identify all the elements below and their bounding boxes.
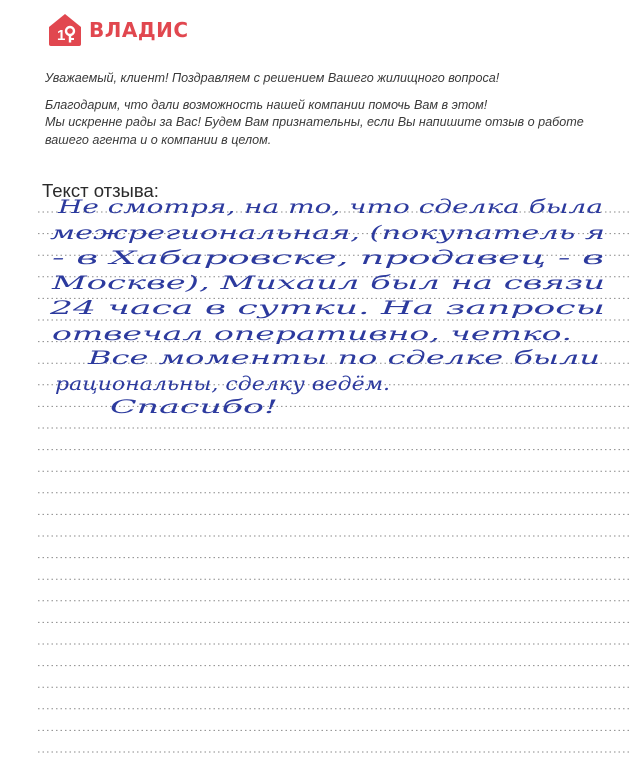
thanks-line-3: вашего агента и о компании в целом. bbox=[45, 132, 272, 147]
greeting-text: Уважаемый, клиент! Поздравляем с решением Вашего жилищного вопроса! bbox=[45, 71, 500, 85]
logo-icon-digit: 1 bbox=[57, 27, 66, 44]
handwritten-line: отвечал оперативно, четко. bbox=[52, 323, 572, 345]
handwritten-line: межрегиональная, (покупатель я bbox=[50, 222, 605, 244]
brand-name: ВЛАДИС bbox=[89, 18, 189, 42]
handwritten-line: Спасибо! bbox=[110, 396, 278, 418]
handwritten-line: рациональны, сделку ведём. bbox=[55, 373, 390, 395]
handwritten-line: Все моменты по сделке были bbox=[86, 347, 601, 369]
review-label: Текст отзыва: bbox=[42, 180, 159, 201]
handwritten-line: Москве), Михаил был на связи bbox=[50, 272, 606, 294]
handwritten-line: - в Хабаровске, продавец - в bbox=[52, 247, 604, 269]
thanks-line-1: Благодарим, что дали возможность нашей компании помочь Вам в этом! bbox=[45, 97, 488, 112]
thanks-line-2: Мы искренне рады за Вас! Будем Вам признательны, если Вы напишите отзыв о работе bbox=[45, 115, 584, 129]
handwritten-line: 24 часа в сутки. На запросы bbox=[48, 297, 605, 319]
handwritten-line: Не смотря, на то, что сделка была bbox=[56, 196, 604, 218]
